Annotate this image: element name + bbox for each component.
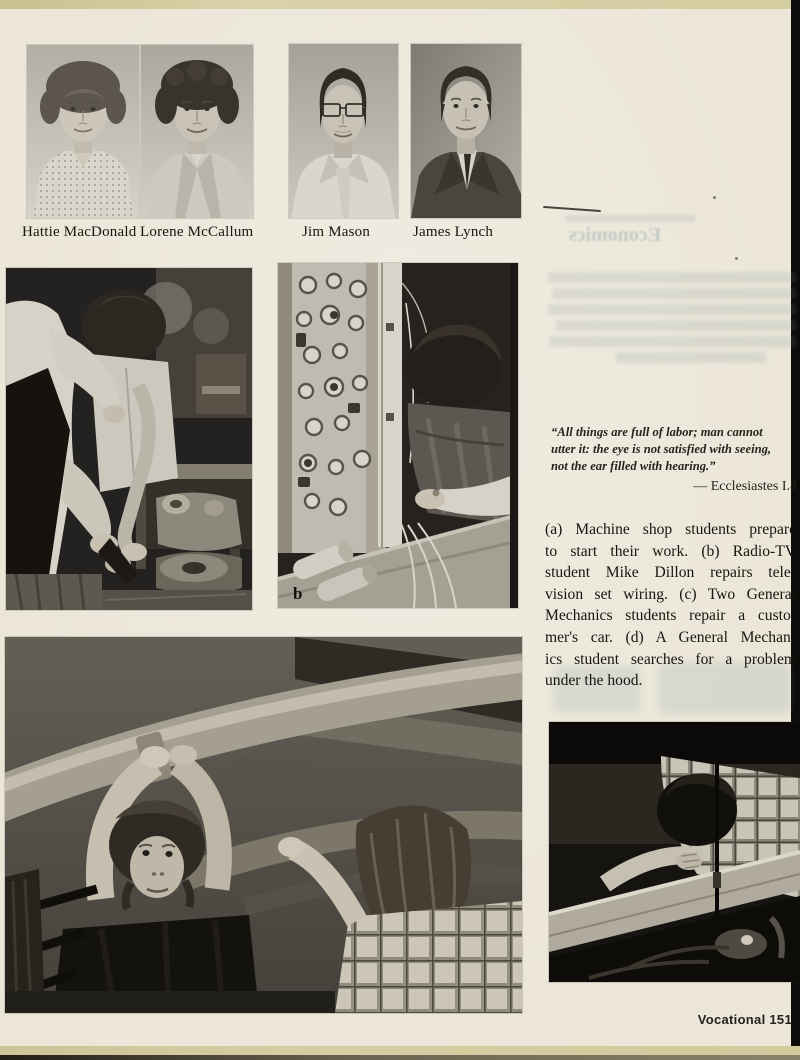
caption-line: to start their work. (b) Radio-TV — [545, 542, 796, 560]
quote-block — [551, 424, 797, 495]
portrait-james-lynch — [411, 44, 521, 218]
portrait-hattie-macdonald — [27, 45, 139, 218]
faculty-name: Lorene McCallum — [140, 224, 254, 240]
quote-attribution: — Ecclesiastes I.8 — [693, 479, 797, 494]
portrait-jim-mason-image — [289, 44, 398, 218]
ghost-text-bar — [556, 320, 796, 331]
scan-edge-bottom-olive — [0, 1046, 800, 1055]
quote-line: utter it: the eye is not satisfied with seeing, — [551, 442, 772, 456]
ghost-text-bar — [552, 288, 796, 299]
photo-b-image — [278, 263, 518, 608]
scan-speck — [735, 257, 738, 260]
faculty-name: Jim Mason — [302, 224, 371, 240]
caption-line: student Mike Dillon repairs tele- — [545, 564, 796, 582]
caption-paragraph — [545, 519, 796, 692]
caption-line: under the hood. — [545, 672, 643, 690]
portrait-lorene-mccallum-image — [141, 45, 253, 218]
ghost-text-bar — [548, 272, 796, 283]
caption-line: (a) Machine shop students prepare — [545, 521, 796, 538]
photo-b-label: b — [293, 584, 303, 603]
scan-edge-bottom-dark — [0, 1055, 800, 1060]
photo-c-under-car — [5, 637, 522, 1013]
caption-line: mer's car. (d) A General Mechan- — [545, 628, 796, 646]
photo-c-image — [5, 637, 522, 1013]
quote-line: “All things are full of labor; man cannot — [551, 425, 763, 439]
quote-line: not the ear filled with hearing.” — [551, 459, 716, 473]
photo-a-machine-shop — [6, 268, 252, 610]
faculty-name: Hattie MacDonald — [22, 224, 137, 240]
photo-d-image — [549, 722, 800, 982]
page-folio: Vocational 151 — [697, 1012, 792, 1027]
scan-edge-top — [0, 0, 800, 9]
caption-line: ics student searches for a problem — [545, 650, 796, 668]
ghost-text-bar — [549, 336, 796, 347]
photo-d-under-hood — [549, 722, 800, 982]
ghost-text-bar — [548, 304, 796, 315]
caption-line: Mechanics students repair a custo- — [545, 607, 796, 625]
portrait-jim-mason — [289, 44, 398, 218]
caption-line: vision set wiring. (c) Two General — [545, 585, 796, 603]
ghost-text-bar — [616, 352, 766, 363]
photo-b-radio-tv — [278, 263, 518, 608]
photo-a-image — [6, 268, 252, 610]
faculty-name: James Lynch — [413, 224, 494, 240]
ghost-text-bar — [565, 215, 695, 222]
portrait-lorene-mccallum — [141, 45, 253, 218]
ghost-heading-economics: Economics — [568, 224, 662, 246]
portrait-james-lynch-image — [411, 44, 521, 218]
scan-scratch — [543, 206, 601, 212]
scan-speck — [713, 196, 716, 199]
portrait-hattie-macdonald-image — [27, 45, 139, 218]
